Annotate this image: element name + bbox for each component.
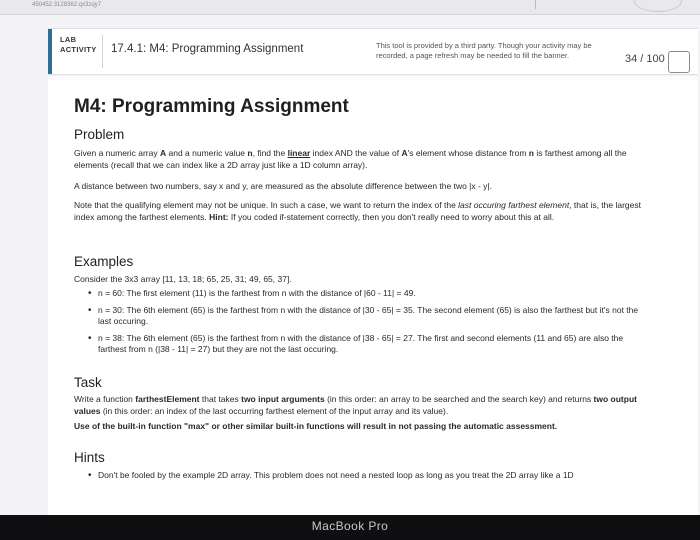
example-item: • n = 60: The first element (11) is the farthest from n with the distance of |60 - 11| = 49. bbox=[88, 288, 648, 299]
problem-paragraph-2: A distance between two numbers, say x and y, are measured as the absolute difference between the two |x - y|. bbox=[74, 181, 493, 191]
header-divider bbox=[102, 35, 103, 68]
url-fragment: 450452.3128362.qx3zqy7 bbox=[32, 2, 102, 8]
profile-ring-icon[interactable] bbox=[634, 0, 682, 12]
completion-checkbox[interactable] bbox=[668, 51, 690, 73]
task-paragraph-1: Write a function farthestElement that takes two input arguments (in this order: an array to be searched and the search key) and returns two output values (in this order: an index of the last occurring farthest element of the input array and its value). bbox=[74, 394, 637, 416]
hint-item: • Don't be fooled by the example 2D array. This problem does not need a nested loop as long as you treat the 2D array like a 1D bbox=[88, 470, 648, 481]
problem-heading: Problem bbox=[74, 127, 125, 142]
activity-header bbox=[48, 28, 698, 75]
lab-activity-label bbox=[60, 35, 97, 55]
header-accent bbox=[48, 29, 52, 74]
example-item: • n = 38: The 6th element (65) is the farthest from n with the distance of |38 - 65| = 27. The first and second elements (11 and 65) are also the farthest from n (|38 - 11| = 27) but they are not the last occuring. bbox=[88, 333, 648, 355]
lab-label-line2: ACTIVITY bbox=[60, 45, 97, 54]
examples-list bbox=[88, 288, 648, 361]
example-item: • n = 30: The 6th element (65) is the farthest from n with the distance of |30 - 65| = 35. The second element (65) is also the farthest but it's not the last occuring. bbox=[88, 305, 648, 327]
assignment-content bbox=[48, 76, 698, 515]
score-readout: 34 / 100 bbox=[625, 53, 665, 65]
activity-title: 17.4.1: M4: Programming Assignment bbox=[111, 43, 304, 55]
examples-intro: Consider the 3x3 array [11, 13, 18; 65, 25, 31; 49, 65, 37]. bbox=[74, 274, 292, 284]
device-label: MacBook Pro bbox=[311, 519, 389, 533]
hints-list bbox=[88, 470, 648, 487]
browser-top-strip bbox=[0, 0, 700, 15]
problem-paragraph-1: Given a numeric array A and a numeric value n, find the linear index AND the value of A's element whose distance from n is farthest among all the elements (recall that we can index like a 2D array just like a 1D column array). bbox=[74, 148, 627, 170]
problem-paragraph-3: Note that the qualifying element may not be unique. In such a case, we want to return the index of the last occuring farthest element, that is, the largest index among the farthest elements. Hint: If you coded if-statement correctly, then you don't really need to worry about this at all. bbox=[74, 200, 642, 222]
task-paragraph-2: Use of the built-in function "max" or other similar built-in functions will result in not passing the automatic assessment. bbox=[74, 421, 558, 431]
hints-heading: Hints bbox=[74, 450, 105, 465]
third-party-notice: This tool is provided by a third party. Though your activity may be recorded, a page refresh may be needed to fill the banner. bbox=[376, 41, 592, 60]
strip-divider bbox=[535, 0, 536, 9]
content-top-bar bbox=[48, 76, 698, 80]
lab-label-line1: LAB bbox=[60, 35, 77, 44]
page-title: M4: Programming Assignment bbox=[74, 96, 349, 117]
examples-heading: Examples bbox=[74, 254, 134, 269]
task-heading: Task bbox=[74, 375, 102, 390]
